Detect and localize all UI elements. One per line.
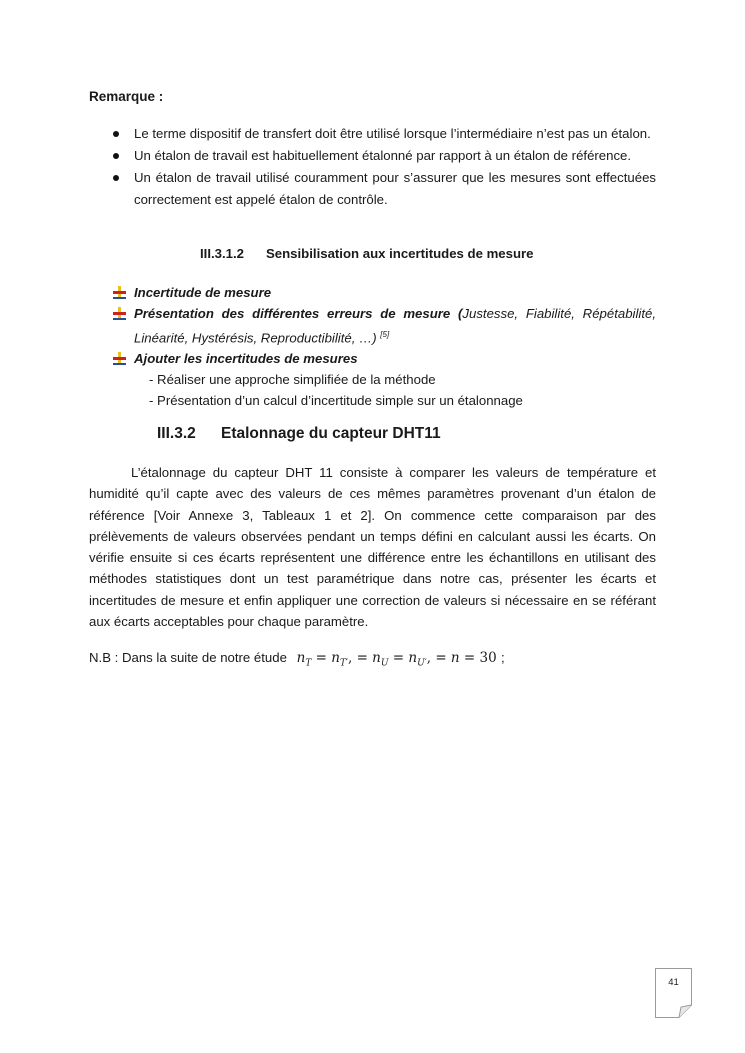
bullet-dot-icon bbox=[113, 131, 119, 137]
list-item: - Réaliser une approche simplifiée de la méthode bbox=[149, 372, 436, 388]
list-item bbox=[113, 123, 656, 145]
bullet-text: Un étalon de travail est habituellement étalonné par rapport à un étalon de référence. bbox=[134, 148, 632, 163]
topic-text: Incertitude de mesure bbox=[134, 285, 272, 300]
bullet-dot-icon bbox=[113, 175, 119, 181]
subsection-heading bbox=[200, 246, 534, 261]
bullet-text: Un étalon de travail utilisé couramment pour s’assurer que les mesures sont effectuées correctement est appelé étalon de contrôle. bbox=[134, 170, 656, 207]
remark-heading: Remarque : bbox=[89, 89, 164, 104]
page-number-box bbox=[655, 968, 692, 1018]
section-title: Etalonnage du capteur DHT11 bbox=[221, 425, 441, 442]
body-paragraph: L’étalonnage du capteur DHT 11 consiste à comparer les valeurs de température et humidité qu’il capte avec des valeurs de ces mêmes paramètres provenant d’un étalon de référence [Voir Annexe 3, Tableaux 1 et 2]. On commence cette comparaison par des prélèvements de valeurs observées pendant un temps défini en calculant aussi les écarts. On vérifie ensuite si ces écarts représentent une différence entre les échantillons en utilisant des méthodes statistiques dont un test paramétrique dans notre cas, présenter les écarts et incertitudes de mesure et enfin appliquer une correction de valeurs si nécessaire en se référant aux écarts acceptables pour chaque paramètre. bbox=[89, 465, 656, 630]
bullet-dot-icon bbox=[113, 153, 119, 159]
remark-bullet-list bbox=[113, 123, 656, 211]
reference-marker: [5] bbox=[380, 330, 390, 339]
bullet-text: Le terme dispositif de transfert doit être utilisé lorsque l’intermédiaire n’est pas un étalon. bbox=[134, 126, 651, 141]
dash-list bbox=[134, 369, 656, 411]
sample-size-value: 30 bbox=[479, 650, 497, 666]
arrow-bullet-icon bbox=[113, 307, 126, 320]
nb-prefix: N.B : Dans la suite de notre étude bbox=[89, 650, 287, 665]
sample-size-equation: $n_T = n_{T'}$, = $n_U = n_{U'}$, = n = 30 bbox=[296, 650, 497, 669]
uncertainty-topic-list bbox=[113, 282, 656, 411]
topic-text: Ajouter les incertitudes de mesures bbox=[134, 351, 358, 367]
page-number: 41 bbox=[668, 977, 679, 988]
subsection-number: III.3.1.2 bbox=[200, 246, 244, 261]
nb-suffix: ; bbox=[501, 650, 505, 665]
page-corner-icon bbox=[655, 968, 692, 1018]
list-item bbox=[113, 303, 656, 348]
list-item bbox=[113, 167, 656, 211]
subsection-title: Sensibilisation aux incertitudes de mesure bbox=[266, 246, 534, 261]
list-item bbox=[113, 282, 656, 303]
topic-text-italic: Justesse, Fiabilité, Répétabilité, Linéarité, Hystérésis, Reproductibilité, …) bbox=[134, 306, 656, 346]
section-number: III.3.2 bbox=[157, 425, 196, 442]
list-item bbox=[113, 145, 656, 167]
section-heading bbox=[157, 425, 441, 443]
nb-note bbox=[89, 650, 505, 669]
topic-text-bold: Présentation des différentes erreurs de mesure ( bbox=[134, 306, 463, 321]
list-item bbox=[113, 348, 656, 411]
list-item: - Présentation d’un calcul d’incertitude simple sur un étalonnage bbox=[149, 393, 523, 409]
arrow-bullet-icon bbox=[113, 352, 126, 365]
arrow-bullet-icon bbox=[113, 286, 126, 299]
